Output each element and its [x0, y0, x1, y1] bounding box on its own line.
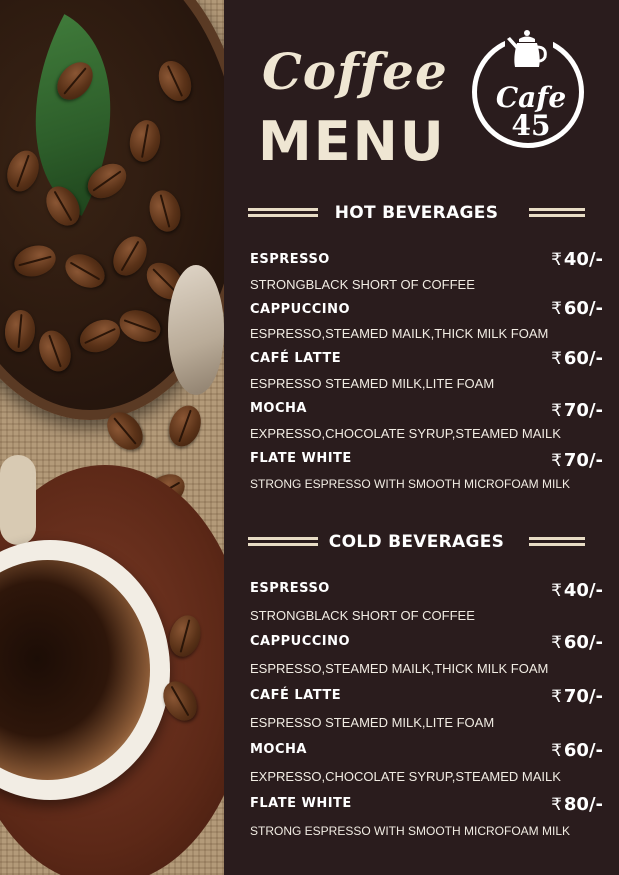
- rupee-icon: ₹: [551, 401, 562, 421]
- coffee-bean: [164, 401, 207, 451]
- rupee-icon: ₹: [551, 687, 562, 707]
- rupee-icon: ₹: [551, 451, 562, 471]
- menu-item-description: ESPRESSO STEAMED MILK,LITE FOAM: [250, 715, 495, 730]
- menu-item-description: STRONG ESPRESSO WITH SMOOTH MICROFOAM MILK: [250, 824, 571, 838]
- menu-item-name: CAPPUCCINO: [250, 634, 351, 649]
- price-value: 40/-: [563, 249, 603, 270]
- coffee-pot-icon: [505, 27, 553, 73]
- price-value: 60/-: [563, 740, 603, 761]
- rupee-icon: ₹: [551, 299, 562, 319]
- menu-item-description: STRONG ESPRESSO WITH SMOOTH MICROFOAM MILK: [250, 477, 571, 491]
- section-heading-cold: [248, 529, 585, 559]
- coffee-photo: [0, 0, 224, 875]
- menu-item-name: ESPRESSO: [250, 252, 330, 267]
- rupee-icon: ₹: [551, 581, 562, 601]
- menu-title-main: MENU: [258, 110, 446, 173]
- cup-handle-image: [0, 455, 36, 545]
- menu-item-description: STRONGBLACK SHORT OF COFFEE: [250, 277, 475, 292]
- menu-item-name: FLATE WHITE: [250, 796, 352, 811]
- rupee-icon: ₹: [551, 795, 562, 815]
- menu-item-name: ESPRESSO: [250, 581, 330, 596]
- cafe-logo: [472, 36, 584, 148]
- menu-item-price: [551, 794, 603, 816]
- section-heading-hot: [248, 200, 585, 230]
- menu-item-price: [551, 400, 603, 422]
- menu-item-name: MOCHA: [250, 401, 307, 416]
- menu-item-name: CAFÉ LATTE: [250, 351, 342, 366]
- menu-item-price: [551, 298, 603, 320]
- menu-item-description: ESPRESSO,STEAMED MAILK,THICK MILK FOAM: [250, 326, 549, 341]
- price-value: 60/-: [563, 298, 603, 319]
- menu-item-price: [551, 580, 603, 602]
- price-value: 70/-: [563, 450, 603, 471]
- menu-item-price: [551, 348, 603, 370]
- menu-item-name: MOCHA: [250, 742, 307, 757]
- section-title: HOT BEVERAGES: [334, 203, 499, 223]
- price-value: 40/-: [563, 580, 603, 601]
- menu-item-description: STRONGBLACK SHORT OF COFFEE: [250, 608, 475, 623]
- price-value: 70/-: [563, 400, 603, 421]
- menu-title-script: Coffee: [262, 42, 448, 101]
- price-value: 60/-: [563, 348, 603, 369]
- price-value: 70/-: [563, 686, 603, 707]
- menu-item-description: ESPRESSO STEAMED MILK,LITE FOAM: [250, 376, 495, 391]
- rupee-icon: ₹: [551, 349, 562, 369]
- heading-divider: [529, 537, 585, 549]
- menu-item-price: [551, 632, 603, 654]
- rupee-icon: ₹: [551, 250, 562, 270]
- rupee-icon: ₹: [551, 741, 562, 761]
- heading-divider: [529, 208, 585, 220]
- menu-item-price: [551, 450, 603, 472]
- price-value: 60/-: [563, 632, 603, 653]
- logo-number: 45: [511, 109, 551, 142]
- menu-item-name: FLATE WHITE: [250, 451, 352, 466]
- menu-item-name: CAPPUCCINO: [250, 302, 351, 317]
- price-value: 80/-: [563, 794, 603, 815]
- menu-item-description: EXPRESSO,CHOCOLATE SYRUP,STEAMED MAILK: [250, 426, 561, 441]
- spoon-image: [168, 265, 224, 395]
- menu-item-name: CAFÉ LATTE: [250, 688, 342, 703]
- section-title: COLD BEVERAGES: [328, 532, 505, 552]
- menu-item-price: [551, 686, 603, 708]
- menu-item-description: EXPRESSO,CHOCOLATE SYRUP,STEAMED MAILK: [250, 769, 561, 784]
- rupee-icon: ₹: [551, 633, 562, 653]
- menu-item-description: ESPRESSO,STEAMED MAILK,THICK MILK FOAM: [250, 661, 549, 676]
- menu-item-price: [551, 249, 603, 271]
- menu-item-price: [551, 740, 603, 762]
- logo-name: Cafe: [495, 81, 567, 114]
